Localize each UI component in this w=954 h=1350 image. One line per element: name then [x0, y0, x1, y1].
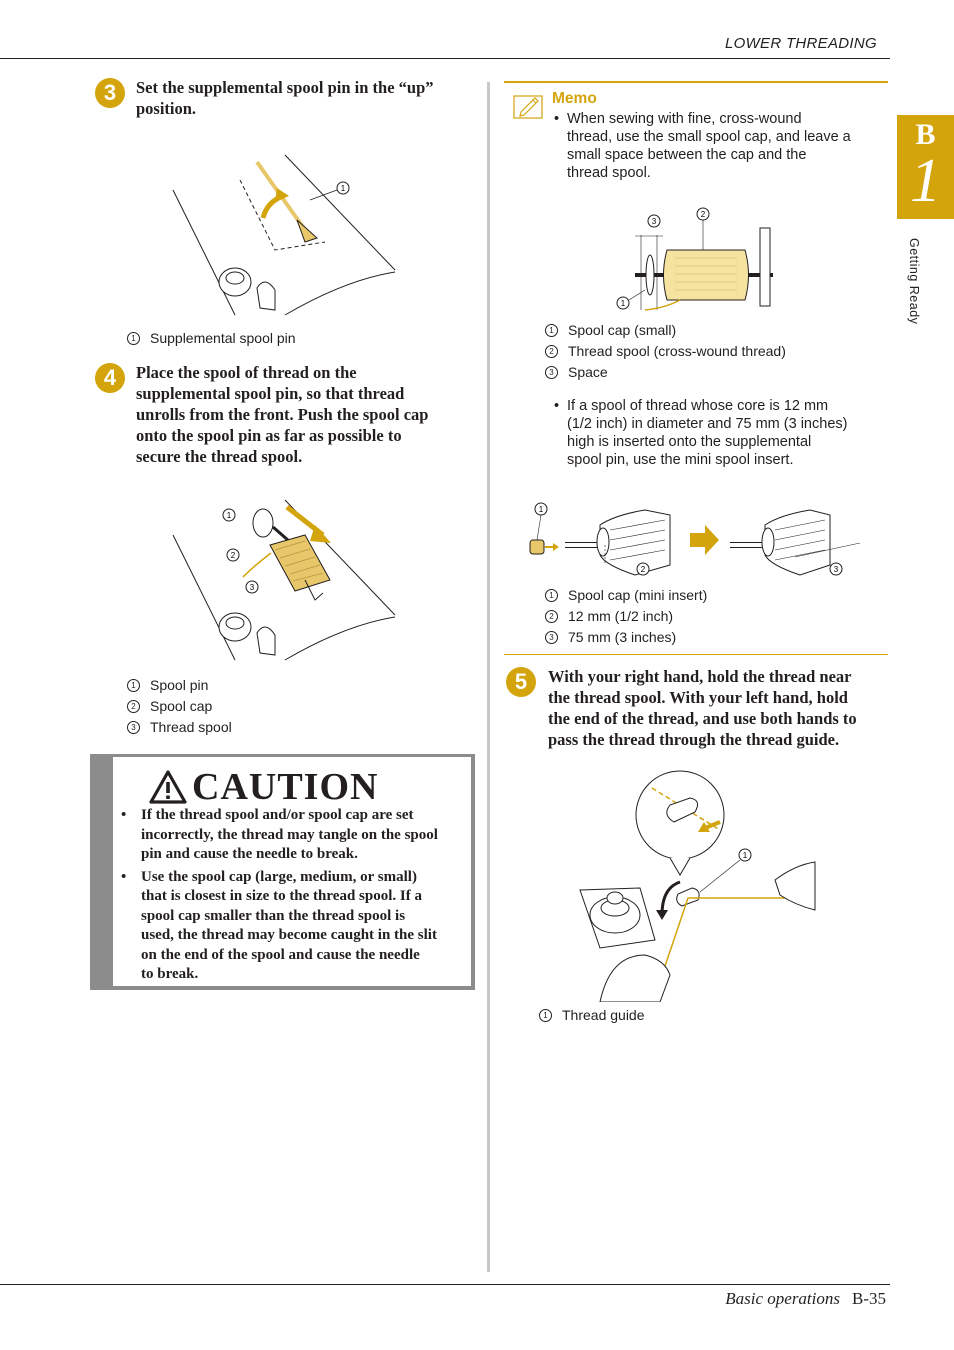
svg-text:1: 1	[620, 299, 626, 308]
step-3-captions	[127, 328, 296, 349]
caution-list	[121, 806, 471, 985]
svg-text:3: 3	[833, 565, 839, 574]
caption-item: 2 Thread spool (cross-wound thread)	[545, 341, 786, 362]
caution-heading	[148, 765, 378, 809]
thread-guide-illustration	[570, 770, 820, 1002]
mini-spool-insert-illustration	[525, 495, 875, 580]
svg-text:1: 1	[226, 511, 232, 520]
caution-item: • Use the spool cap (large, medium, or small) that is closest in size to the thread spool. If a spool cap smaller than the thread spool is used, the thread may become caught in the slit on the end of the spool and cause the needle to break.	[121, 868, 437, 982]
step-5-text: With your right hand, hold the thread near the thread spool. With your left hand, hold the end of the thread, and use both hands to pass the thread through the thread guide.	[548, 667, 857, 749]
step-5-captions	[539, 1005, 645, 1026]
step-4-captions	[127, 675, 232, 738]
svg-text:1: 1	[538, 505, 544, 514]
caution-box	[90, 754, 475, 990]
caution-title: CAUTION	[192, 766, 379, 808]
caption-item: 3 Space	[545, 362, 786, 383]
memo-label: Memo	[552, 90, 597, 107]
warning-triangle-icon	[148, 769, 188, 805]
memo-top-rule	[504, 81, 888, 83]
page-footer	[725, 1289, 886, 1309]
svg-text:3: 3	[249, 583, 255, 592]
caption-item: 1 Spool cap (mini insert)	[545, 585, 707, 606]
step-3-text: Set the supplemental spool pin in the “up” position.	[136, 78, 434, 118]
callout-1: 1	[340, 184, 346, 193]
svg-text:1: 1	[742, 851, 748, 860]
column-divider	[487, 82, 490, 1272]
chapter-tab	[897, 115, 954, 219]
caption-item: 1 Supplemental spool pin	[127, 328, 296, 349]
caption-item: 1 Thread guide	[539, 1005, 645, 1026]
memo-bottom-rule	[504, 654, 888, 655]
svg-text:2: 2	[700, 210, 706, 219]
caption-item: 3 75 mm (3 inches)	[545, 627, 707, 648]
caution-panel	[113, 757, 471, 986]
caption-item: 1 Spool pin	[127, 675, 232, 696]
footer-section: Basic operations	[725, 1289, 840, 1308]
running-header: LOWER THREADING	[724, 35, 877, 52]
spool-pin-illustration	[165, 495, 405, 665]
caption-item: 3 Thread spool	[127, 717, 232, 738]
page-number: B-35	[852, 1289, 886, 1308]
svg-text:2: 2	[640, 565, 646, 574]
header-rule	[0, 58, 890, 59]
chapter-letter: B	[915, 118, 936, 151]
chapter-title: Getting Ready	[907, 238, 921, 325]
footer-rule	[0, 1284, 890, 1285]
chapter-number: 1	[910, 147, 941, 215]
memo-captions-2	[545, 585, 707, 648]
caution-item: • If the thread spool and/or spool cap are set incorrectly, the thread may tangle on the spool pin and cause the needle to break.	[121, 807, 438, 862]
svg-text:3: 3	[651, 217, 657, 226]
memo-captions-1	[545, 320, 786, 383]
caption-item: 2 Spool cap	[127, 696, 232, 717]
memo-bullet-2: • If a spool of thread whose core is 12 mm (1/2 inch) in diameter and 75 mm (3 inches) high is inserted onto the supplemental spool pin, use the mini spool insert.	[554, 398, 848, 468]
caption-item: 2 12 mm (1/2 inch)	[545, 606, 707, 627]
pencil-memo-icon	[513, 92, 545, 120]
step-5-badge: 5	[506, 667, 536, 697]
memo-bullet-1: • When sewing with fine, cross-wound thread, use the small spool cap, and leave a small space between the cap and the thread spool.	[554, 111, 851, 181]
step-3-badge: 3	[95, 78, 125, 108]
svg-text:2: 2	[230, 551, 236, 560]
step-4-text: Place the spool of thread on the supplemental spool pin, so that thread unrolls from the front. Push the spool cap onto the spool pin as far as possible to secure the thread spool.	[136, 363, 429, 466]
caption-item: 1 Spool cap (small)	[545, 320, 786, 341]
spool-cap-small-illustration	[605, 200, 785, 312]
step-4-badge: 4	[95, 363, 125, 393]
supplemental-pin-illustration	[165, 150, 405, 320]
